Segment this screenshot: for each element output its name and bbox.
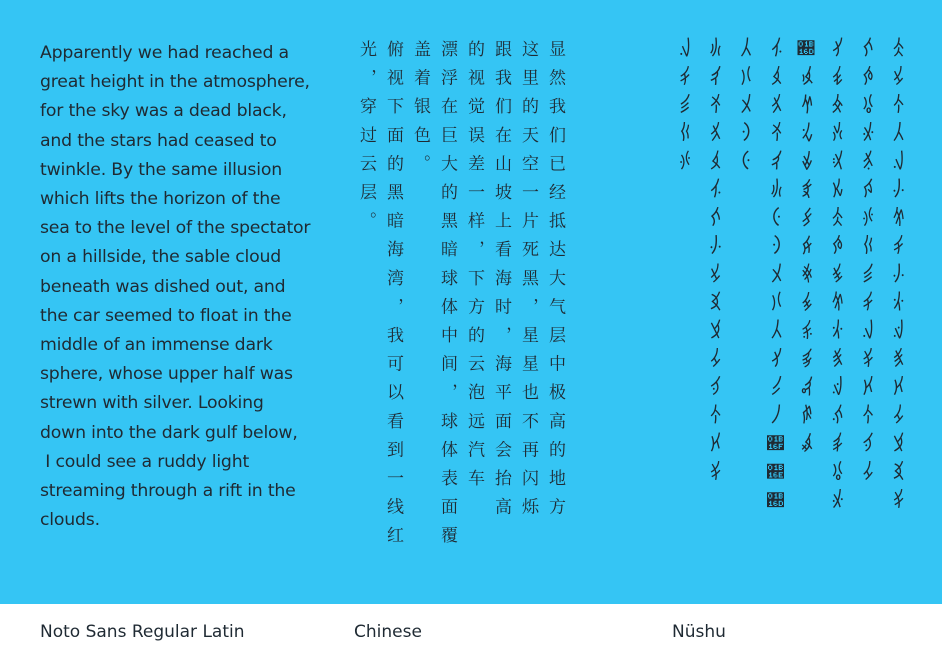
caption-chinese: Chinese <box>354 622 422 642</box>
chinese-column: 的视觉误差一样，下方的云泡远汽车 <box>464 40 484 498</box>
caption-nushu: Nüshu <box>672 622 726 642</box>
latin-line: I could see a ruddy light <box>40 451 250 472</box>
latin-line: sea to the level of the spectator <box>40 218 311 239</box>
latin-line: clouds. <box>40 510 100 531</box>
chinese-column: 盖着银色。 <box>410 40 430 183</box>
nushu-column: 𛅳𛅴𛅵𛅶𛅷 <box>734 40 755 182</box>
latin-line: and the stars had ceased to <box>40 130 277 151</box>
latin-line: down into the dark gulf below, <box>40 422 298 443</box>
latin-text-block <box>40 39 340 535</box>
latin-line: strewn with silver. Looking <box>40 393 264 414</box>
latin-line: which lifts the horizon of the <box>40 189 281 210</box>
latin-line: beneath was dished out, and <box>40 276 286 297</box>
chinese-column: 漂浮在巨大的黑暗球体中间，球体表面覆 <box>437 40 457 555</box>
latin-line: sphere, whose upper half was <box>40 364 293 385</box>
latin-line: for the sky was a dead black, <box>40 101 287 122</box>
nushu-column: 𛅭𛆟𛆠𛆡𛆢𛆣𛆤𛆥𛆦𛆧𛆨𛆩𛆪𛆫𛆬 <box>795 40 816 464</box>
latin-line: twinkle. By the same illusion <box>40 159 282 180</box>
nushu-column: 𛅾𛆘𛆐𛆏𛆎𛆍𛆌𛆋𛆊𛆉𛆈𛆇𛆆𛆅𛆄𛆃 <box>856 40 877 492</box>
nushu-column: 𛆙𛆀𛆅𛅳𛆈𛅿𛆖𛆉𛅿𛆕𛆓𛆔𛆆𛆃𛆂𛆁𛆇 <box>887 40 907 520</box>
chinese-column: 显然我们已经抵达大气层中极高的地方 <box>545 40 565 527</box>
nushu-column: 𛅽𛅼𛅻𛅺𛅹𛅸𛅷𛅶𛅵𛅴𛅳𛅲𛅱𛅰𛅯𛅮𛅭 <box>765 40 785 521</box>
nushu-column: 𛆈𛆉𛆊𛆋𛆌 <box>673 40 694 182</box>
nushu-text-block <box>668 40 912 560</box>
chinese-text-block <box>352 40 568 560</box>
latin-line: the car seemed to float in the <box>40 305 292 326</box>
caption-latin: Noto Sans Regular Latin <box>40 622 245 642</box>
latin-line: great height in the atmosphere, <box>40 72 310 93</box>
nushu-column: 𛅲𛆞𛆝𛆜𛆛𛆚𛆙𛆘𛆗𛆖𛆕𛆔𛆓𛆒𛆑𛆐𛆏 <box>826 40 846 520</box>
chinese-column: 这里的天空一片死黑，星星也不再闪烁 <box>518 40 538 527</box>
chinese-column: 跟我们在山坡上看海时，海平面会抬高 <box>491 40 511 527</box>
latin-line: on a hillside, the sable cloud <box>40 247 281 268</box>
latin-line: middle of an immense dark <box>40 335 273 356</box>
latin-line: streaming through a rift in the <box>40 481 296 502</box>
nushu-column: 𛅸𛅹𛅺𛅻𛅼𛅽𛅾𛅿𛆀𛆁𛆂𛆃𛆄𛆅𛆆𛆇 <box>704 40 724 492</box>
chinese-column: 俯视下面的黑暗海湾，我可以看到一线红 <box>383 40 403 555</box>
latin-line: Apparently we had reached a <box>40 43 289 63</box>
chinese-column: 光，穿过云层。 <box>356 40 376 241</box>
